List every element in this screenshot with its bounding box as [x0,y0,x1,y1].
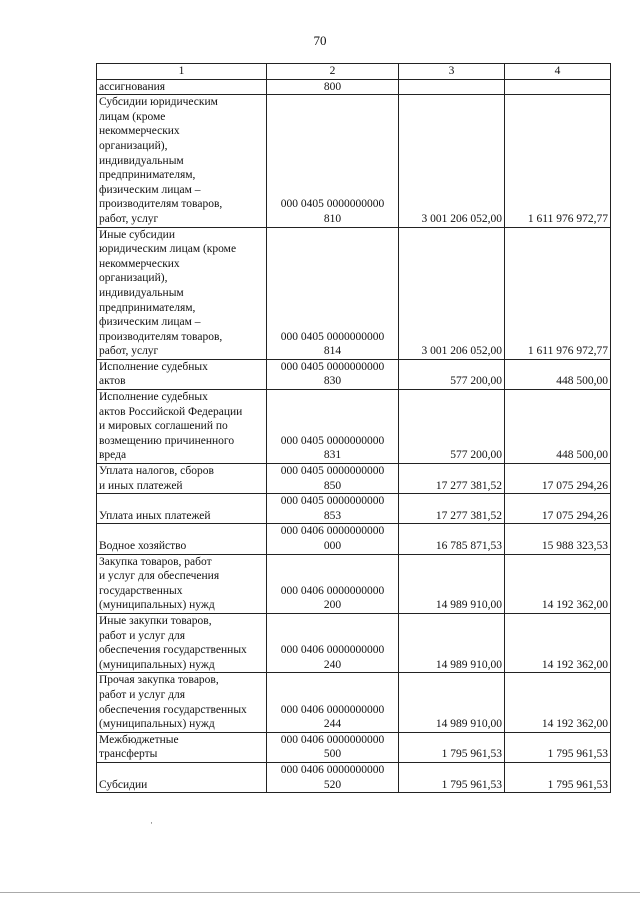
row-value-col3 [399,79,505,95]
table-row [97,464,611,494]
row-value-col4: 1 611 976 972,77 [505,95,611,227]
row-value-col4: 448 500,00 [505,359,611,389]
table-row [97,359,611,389]
footer-mark: · [150,818,153,828]
row-code-cell: 000 0406 0000000000 240 [267,613,399,672]
row-value-col3: 16 785 871,53 [399,524,505,554]
row-value-col4: 448 500,00 [505,390,611,464]
row-code-cell: 000 0406 0000000000 520 [267,762,399,792]
table-row [97,732,611,762]
table-row [97,494,611,524]
row-code-cell: 000 0405 0000000000 814 [267,227,399,359]
page-number: 70 [313,33,327,48]
table-row [97,390,611,464]
row-name-cell: Субсидии [97,762,267,792]
row-value-col4 [505,79,611,95]
table-row [97,554,611,613]
row-value-col3: 1 795 961,53 [399,762,505,792]
row-value-col3: 14 989 910,00 [399,673,505,732]
header-col-2: 2 [267,64,399,80]
row-value-col4: 15 988 323,53 [505,524,611,554]
row-value-col4: 14 192 362,00 [505,554,611,613]
row-value-col4: 14 192 362,00 [505,613,611,672]
row-name-cell: Исполнение судебных актов Российской Федерации и мировых соглашений по возмещению причиненного вреда [97,390,267,464]
table-row [97,79,611,95]
row-value-col3: 577 200,00 [399,359,505,389]
row-value-col3: 3 001 206 052,00 [399,227,505,359]
row-value-col4: 17 075 294,26 [505,494,611,524]
row-code-cell: 000 0405 0000000000 830 [267,359,399,389]
row-name-cell: Субсидии юридическим лицам (кроме некоммерческих организаций), индивидуальным предпринимателям, физическим лицам – производителям товаров, работ, услуг [97,95,267,227]
row-code-cell: 000 0405 0000000000 850 [267,464,399,494]
page-bottom-rule [0,892,640,893]
row-value-col4: 1 795 961,53 [505,762,611,792]
table-row [97,227,611,359]
row-name-cell: Уплата иных платежей [97,494,267,524]
table-row [97,524,611,554]
row-value-col4: 14 192 362,00 [505,673,611,732]
row-name-cell: Прочая закупка товаров, работ и услуг для обеспечения государственных (муниципальных) нужд [97,673,267,732]
row-name-cell: Иные закупки товаров, работ и услуг для обеспечения государственных (муниципальных) нужд [97,613,267,672]
row-name-cell: Иные субсидии юридическим лицам (кроме некоммерческих организаций), индивидуальным предпринимателям, физическим лицам – производителям товаров, работ, услуг [97,227,267,359]
table-row [97,673,611,732]
row-value-col3: 14 989 910,00 [399,613,505,672]
row-value-col3: 14 989 910,00 [399,554,505,613]
row-value-col4: 1 795 961,53 [505,732,611,762]
table-row [97,95,611,227]
row-code-cell: 000 0406 0000000000 000 [267,524,399,554]
row-value-col3: 577 200,00 [399,390,505,464]
row-name-cell: Водное хозяйство [97,524,267,554]
row-code-cell: 000 0405 0000000000 810 [267,95,399,227]
row-code-cell: 000 0406 0000000000 200 [267,554,399,613]
header-col-3: 3 [399,64,505,80]
row-code-cell: 000 0405 0000000000 831 [267,390,399,464]
row-code-cell: 000 0406 0000000000 244 [267,673,399,732]
row-value-col3: 3 001 206 052,00 [399,95,505,227]
row-code-cell: 800 [267,79,399,95]
table-row [97,762,611,792]
row-name-cell: Уплата налогов, сборов и иных платежей [97,464,267,494]
row-code-cell: 000 0406 0000000000 500 [267,732,399,762]
row-value-col3: 17 277 381,52 [399,494,505,524]
row-name-cell: Закупка товаров, работ и услуг для обеспечения государственных (муниципальных) нужд [97,554,267,613]
row-value-col3: 17 277 381,52 [399,464,505,494]
table-header-row [97,64,611,80]
header-col-4: 4 [505,64,611,80]
row-code-cell: 000 0405 0000000000 853 [267,494,399,524]
table-body [97,79,611,793]
budget-table [96,63,611,793]
row-value-col4: 1 611 976 972,77 [505,227,611,359]
row-value-col4: 17 075 294,26 [505,464,611,494]
row-name-cell: ассигнования [97,79,267,95]
table-row [97,613,611,672]
row-name-cell: Исполнение судебных актов [97,359,267,389]
row-name-cell: Межбюджетные трансферты [97,732,267,762]
header-col-1: 1 [97,64,267,80]
row-value-col3: 1 795 961,53 [399,732,505,762]
